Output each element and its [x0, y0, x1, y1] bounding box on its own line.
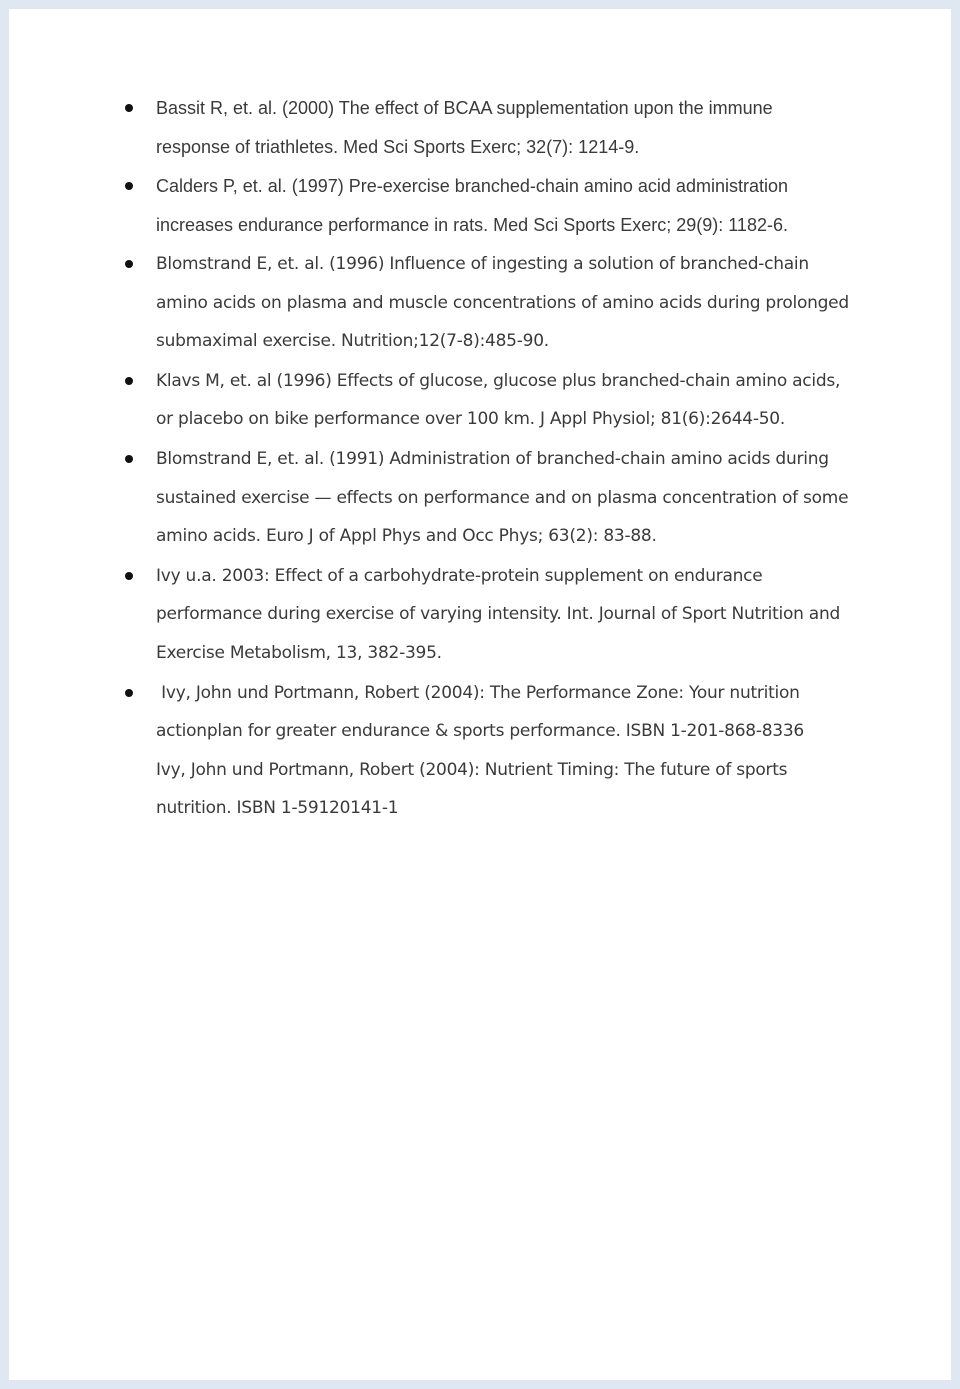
bullet-icon: [125, 455, 133, 463]
bullet-icon: [125, 377, 133, 385]
bullet-icon: [125, 689, 133, 697]
reference-item: [156, 674, 886, 828]
reference-line: submaximal exercise. Nutrition;12(7-8):485-90.: [156, 331, 549, 352]
reference-line: Bassit R, et. al. (2000) The effect of BCAA supplementation upon the immune: [156, 98, 773, 118]
reference-line: sustained exercise — effects on performance and on plasma concentration of some: [156, 487, 849, 508]
bullet-icon: [125, 572, 133, 580]
reference-line: Ivy, John und Portmann, Robert (2004): The Performance Zone: Your nutrition: [156, 682, 800, 703]
reference-line: Blomstrand E, et. al. (1991) Administration of branched-chain amino acids during: [156, 448, 829, 469]
reference-line: performance during exercise of varying intensity. Int. Journal of Sport Nutrition and: [156, 604, 841, 625]
reference-item: [156, 440, 886, 556]
reference-item: [156, 362, 886, 439]
reference-line: Exercise Metabolism, 13, 382-395.: [156, 642, 442, 663]
reference-item: [156, 89, 886, 166]
reference-line: response of triathletes. Med Sci Sports Exerc; 32(7): 1214-9.: [156, 136, 640, 157]
reference-list: [156, 89, 886, 829]
reference-line: increases endurance performance in rats. Med Sci Sports Exerc; 29(9): 1182-6.: [156, 214, 788, 235]
reference-line: or placebo on bike performance over 100 km. J Appl Physiol; 81(6):2644-50.: [156, 409, 786, 430]
reference-item: [156, 167, 886, 244]
reference-line: actionplan for greater endurance & sports performance. ISBN 1-201-868-8336: [156, 721, 804, 742]
bullet-icon: [125, 104, 133, 112]
reference-line: Ivy, John und Portmann, Robert (2004): Nutrient Timing: The future of sports: [156, 759, 788, 780]
reference-item: [156, 557, 886, 673]
bullet-icon: [125, 182, 133, 190]
reference-line: amino acids on plasma and muscle concentrations of amino acids during prolonged: [156, 292, 849, 313]
reference-line: nutrition. ISBN 1-59120141-1: [156, 798, 399, 819]
reference-line: Calders P, et. al. (1997) Pre-exercise branched-chain amino acid administration: [156, 176, 788, 196]
reference-line: Ivy u.a. 2003: Effect of a carbohydrate-protein supplement on endurance: [156, 565, 763, 586]
reference-line: Blomstrand E, et. al. (1996) Influence of ingesting a solution of branched-chain: [156, 254, 809, 274]
bullet-icon: [125, 260, 133, 268]
reference-line: Klavs M, et. al (1996) Effects of glucose, glucose plus branched-chain amino acids,: [156, 370, 841, 391]
reference-item: [156, 245, 886, 361]
reference-line: amino acids. Euro J of Appl Phys and Occ Phys; 63(2): 83-88.: [156, 526, 657, 547]
